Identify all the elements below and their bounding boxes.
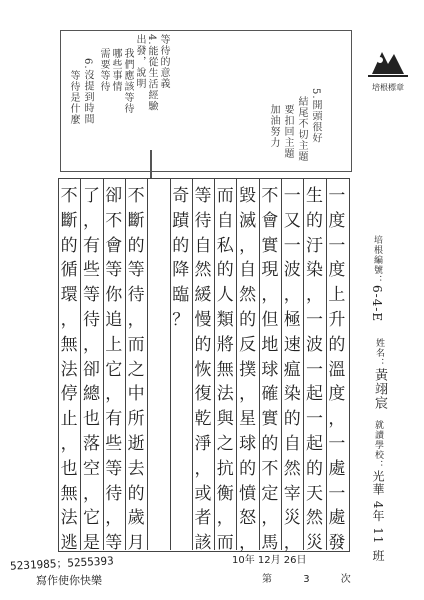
essay-char: 斷 (60, 210, 78, 231)
essay-char: 私 (216, 235, 234, 256)
essay-char: 的 (306, 210, 324, 231)
essay-char: 類 (216, 309, 234, 330)
essay-char: 蹟 (172, 210, 190, 231)
essay-char: 速 (283, 334, 301, 355)
page-indicator (262, 570, 351, 585)
essay-char: 染 (283, 384, 301, 405)
essay-char: 總 (82, 384, 100, 405)
essay-char: 星 (239, 409, 257, 430)
essay-char: 緩 (194, 285, 212, 306)
essay-char: 瘟 (283, 359, 301, 380)
essay-char: 所 (127, 409, 145, 430)
essay-char: 無 (60, 334, 78, 355)
essay-char: 毀 (239, 185, 257, 206)
essay-char: 而 (127, 334, 145, 355)
essay-char: ， (194, 458, 212, 479)
essay-char: 一 (283, 185, 301, 206)
essay-char: 的 (216, 260, 234, 281)
essay-char: 恢 (194, 359, 212, 380)
essay-char: 怒 (239, 508, 257, 529)
essay-char: 奇 (172, 185, 190, 206)
teacher-note-9: 出發，說明 (134, 34, 145, 89)
essay-char: 不 (105, 210, 123, 231)
essay-char: ， (105, 508, 123, 529)
essay-char: ， (239, 235, 257, 256)
essay-char: 滅 (239, 210, 257, 231)
essay-char: 的 (306, 458, 324, 479)
info-name (370, 338, 389, 410)
essay-char: 自 (239, 260, 257, 281)
essay-char: ， (283, 285, 301, 306)
essay-char: 然 (239, 285, 257, 306)
essay-char: 確 (261, 384, 279, 405)
essay-char: 追 (105, 309, 123, 330)
essay-char: 自 (283, 433, 301, 454)
essay-char: 去 (127, 458, 145, 479)
teacher-note-11: 6.沒提到時間 (82, 58, 93, 125)
essay-char: 又 (283, 210, 301, 231)
essay-char: 一 (306, 359, 324, 380)
essay-char: 不 (60, 185, 78, 206)
essay-char: 落 (82, 433, 100, 454)
essay-char: 一 (328, 235, 346, 256)
essay-char: ， (82, 210, 100, 231)
essay-char: 有 (105, 409, 123, 430)
essay-char: 的 (194, 334, 212, 355)
essay-char: 月 (127, 533, 145, 554)
essay-char: 環 (60, 285, 78, 306)
essay-char: 實 (261, 235, 279, 256)
essay-char: 抗 (216, 458, 234, 479)
essay-char: 些 (82, 260, 100, 281)
essay-char: 的 (261, 433, 279, 454)
essay-char: 而 (216, 533, 234, 554)
essay-char: ， (105, 384, 123, 405)
essay-char: 人 (216, 285, 234, 306)
essay-char: 該 (194, 533, 212, 554)
comment-arrow (150, 150, 152, 178)
logo-caption: 培根標章 (372, 83, 404, 92)
essay-char: 將 (216, 334, 234, 355)
essay-char: 待 (105, 483, 123, 504)
essay-char: 然 (194, 260, 212, 281)
essay-char: 一 (306, 409, 324, 430)
page-label: 第 (262, 574, 272, 585)
essay-char: 淨 (194, 433, 212, 454)
essay-char: 度 (328, 260, 346, 281)
logo-icon (366, 48, 410, 78)
essay-char: 無 (60, 483, 78, 504)
essay-char: 的 (60, 235, 78, 256)
essay-char: 災 (283, 508, 301, 529)
essay-char: 的 (127, 483, 145, 504)
essay-char: 處 (328, 508, 346, 529)
essay-char: 上 (105, 334, 123, 355)
essay-char: 法 (216, 384, 234, 405)
essay-char: 上 (328, 285, 346, 306)
essay-char: 不 (261, 458, 279, 479)
essay-char: 的 (283, 409, 301, 430)
essay-char: 但 (261, 309, 279, 330)
essay-char: 會 (261, 210, 279, 231)
essay-char: 災 (306, 533, 324, 554)
essay-char: 你 (105, 285, 123, 306)
grid-column-divider (147, 178, 148, 550)
essay-char: 空 (82, 458, 100, 479)
essay-char: 撲 (239, 359, 257, 380)
essay-char: 衡 (216, 483, 234, 504)
essay-char: ， (82, 334, 100, 355)
teacher-note-7: 需要等待 (98, 48, 109, 92)
info-school-label: 就讀學校： (373, 420, 383, 470)
essay-char: 待 (82, 309, 100, 330)
info-school (370, 420, 387, 562)
essay-char: 然 (306, 508, 324, 529)
essay-char: 然 (283, 458, 301, 479)
essay-char: 慢 (194, 309, 212, 330)
info-id-value: 6-4-E (370, 285, 384, 323)
essay-char: 與 (216, 409, 234, 430)
essay-char: ， (239, 533, 257, 554)
essay-char: ？ (172, 309, 190, 330)
essay-char: 有 (82, 235, 100, 256)
essay-char: 起 (306, 433, 324, 454)
essay-char: 處 (328, 458, 346, 479)
essay-char: 反 (239, 334, 257, 355)
essay-char: 而 (216, 185, 234, 206)
essay-char: 或 (194, 483, 212, 504)
essay-char: ， (60, 433, 78, 454)
essay-char: 的 (239, 458, 257, 479)
essay-char: ， (239, 384, 257, 405)
phone-stamp: 5231985；5255393 (9, 554, 115, 573)
essay-char: 降 (172, 260, 190, 281)
essay-char: ， (82, 483, 100, 504)
essay-char: 馬 (261, 533, 279, 554)
essay-char: 不 (127, 185, 145, 206)
teacher-note-12: 等待是什麼 (68, 70, 79, 125)
info-id (370, 235, 384, 322)
essay-char: 升 (328, 309, 346, 330)
essay-char: 它 (105, 359, 123, 380)
essay-char: ， (127, 309, 145, 330)
essay-char: 法 (60, 508, 78, 529)
essay-char: 一 (328, 433, 346, 454)
slogan: 寫作使你快樂 (36, 574, 102, 587)
essay-char: 復 (194, 384, 212, 405)
teacher-note-1: 5.開頭很好 (310, 88, 321, 144)
essay-char: 法 (60, 359, 78, 380)
teacher-note-3: 要扣回主題 (282, 104, 293, 159)
essay-char: 球 (261, 359, 279, 380)
essay-char: 逝 (127, 433, 145, 454)
essay-char: 溫 (328, 359, 346, 380)
essay-char: 球 (239, 433, 257, 454)
essay-char: ， (306, 285, 324, 306)
essay-char: 些 (105, 433, 123, 454)
essay-char: 的 (172, 235, 190, 256)
essay-char: 一 (328, 185, 346, 206)
info-id-label: 培根編號： (372, 235, 382, 285)
essay-char: 也 (82, 409, 100, 430)
essay-char: 也 (60, 458, 78, 479)
essay-char: ， (60, 309, 78, 330)
teacher-note-2: 結尾不切主題 (296, 96, 307, 162)
essay-char: 宰 (283, 483, 301, 504)
essay-char: 現 (261, 260, 279, 281)
essay-char: 度 (328, 210, 346, 231)
essay-char: 憤 (239, 483, 257, 504)
essay-char: 歲 (127, 508, 145, 529)
logo (366, 48, 410, 92)
essay-char: 中 (127, 384, 145, 405)
essay-char: ， (328, 409, 346, 430)
essay-char: 臨 (172, 285, 190, 306)
essay-char: 之 (216, 433, 234, 454)
essay-char: 待 (127, 285, 145, 306)
essay-char: 等 (105, 260, 123, 281)
essay-char: 等 (105, 533, 123, 554)
essay-char: 等 (82, 285, 100, 306)
essay-char: 止 (60, 409, 78, 430)
essay-char: ， (261, 285, 279, 306)
essay-char: 一 (328, 483, 346, 504)
date: 10年 12月 26日 (232, 555, 307, 566)
essay-char: 度 (328, 384, 346, 405)
essay-char: 之 (127, 359, 145, 380)
essay-char: 波 (306, 334, 324, 355)
essay-char: 停 (60, 384, 78, 405)
essay-char: 等 (194, 185, 212, 206)
essay-char: 了 (82, 185, 100, 206)
essay-char: 生 (306, 185, 324, 206)
essay-char: 等 (127, 260, 145, 281)
essay-char: 起 (306, 384, 324, 405)
essay-char: 一 (283, 235, 301, 256)
essay-char: 的 (328, 334, 346, 355)
essay-char: 定 (261, 483, 279, 504)
essay-char: 天 (306, 483, 324, 504)
teacher-note-6: 哪些事情 (110, 48, 121, 92)
essay-char: 地 (261, 334, 279, 355)
info-name-value: 黃翊宸 (372, 368, 387, 410)
essay-char: 卻 (82, 359, 100, 380)
essay-char: 的 (239, 309, 257, 330)
teacher-note-10: 等待的意義 (158, 34, 169, 89)
essay-char: 極 (283, 309, 301, 330)
essay-char: 實 (261, 409, 279, 430)
teacher-note-8: 4.能從生活經驗 (146, 34, 157, 112)
info-name-label: 姓名： (374, 338, 384, 368)
essay-char: 不 (261, 185, 279, 206)
page-suffix: 次 (340, 574, 351, 585)
essay-char: 染 (306, 260, 324, 281)
essay-char: 發 (328, 533, 346, 554)
essay-char: 一 (306, 309, 324, 330)
essay-char: 待 (194, 210, 212, 231)
info-school-value: 光華 4年 11 班 (371, 470, 385, 563)
essay-char: ， (283, 533, 301, 554)
essay-char: 逃 (60, 533, 78, 554)
essay-char: 自 (194, 235, 212, 256)
essay-char: ， (216, 508, 234, 529)
essay-char: 它 (82, 508, 100, 529)
essay-char: 循 (60, 260, 78, 281)
essay-char: 斷 (127, 210, 145, 231)
essay-char: 者 (194, 508, 212, 529)
essay-char: 波 (283, 260, 301, 281)
essay-char: 乾 (194, 409, 212, 430)
essay-char: 卻 (105, 185, 123, 206)
essay-char: 是 (82, 533, 100, 554)
page-number: 3 (303, 574, 310, 585)
essay-char: 的 (127, 235, 145, 256)
essay-char: 無 (216, 359, 234, 380)
teacher-note-5: 我們應該等待 (122, 48, 133, 114)
essay-char: 自 (216, 210, 234, 231)
teacher-note-4: 加油努力 (268, 104, 279, 148)
essay-char: 會 (105, 235, 123, 256)
essay-char: 汙 (306, 235, 324, 256)
essay-char: ， (261, 508, 279, 529)
essay-char: 等 (105, 458, 123, 479)
